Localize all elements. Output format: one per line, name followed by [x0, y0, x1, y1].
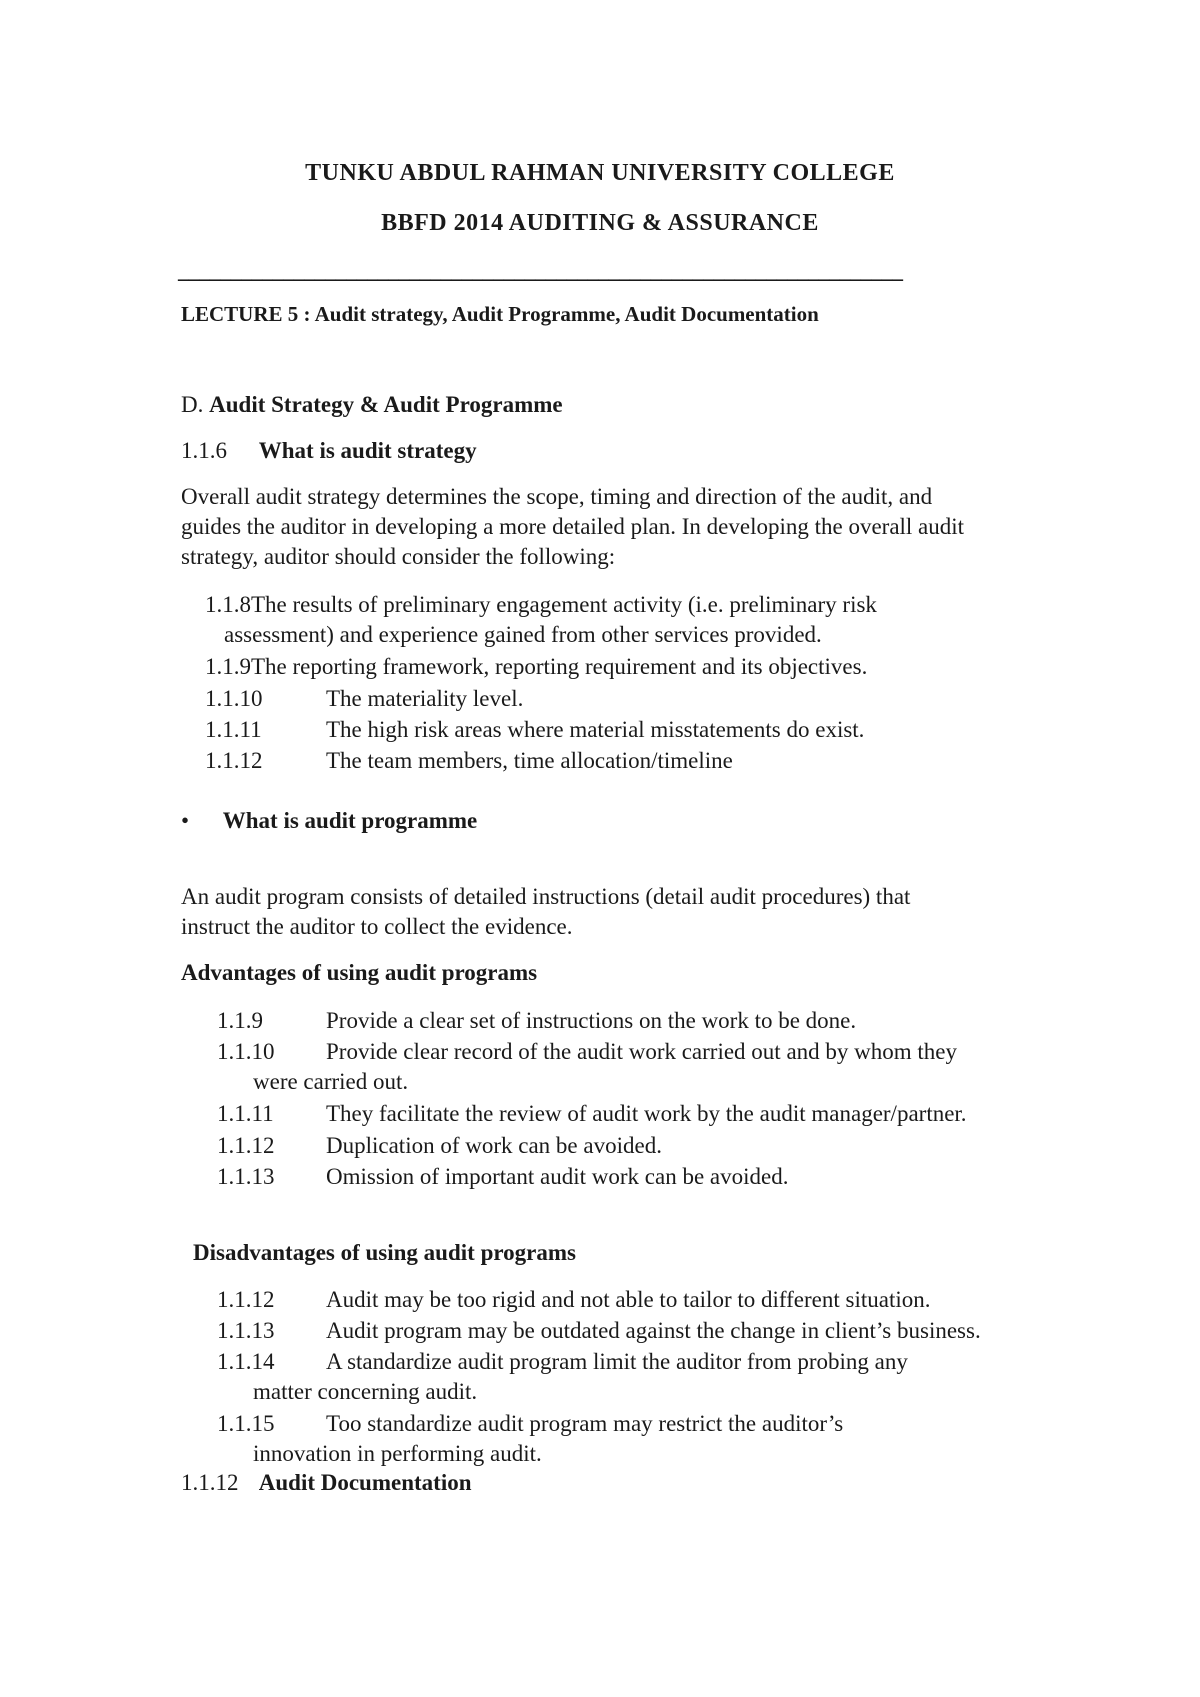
item-number: 1.1.15	[217, 1411, 275, 1436]
disadvantages-item	[217, 1411, 843, 1437]
advantages-item	[217, 1164, 788, 1190]
item-text: Duplication of work can be avoided.	[326, 1133, 662, 1158]
strategy-item	[205, 686, 523, 712]
item-number: 1.1.8	[205, 592, 251, 617]
programme-paragraph-line-1: An audit program consists of detailed instructions (detail audit procedures) that	[181, 884, 911, 909]
strategy-item	[205, 717, 864, 743]
strategy-item	[205, 748, 733, 774]
institution-title: TUNKU ABDUL RAHMAN UNIVERSITY COLLEGE	[305, 160, 895, 186]
section-d-heading	[181, 392, 563, 418]
item-text: They facilitate the review of audit work by the audit manager/partner.	[326, 1101, 967, 1126]
advantages-item	[217, 1008, 856, 1034]
disadvantages-item	[217, 1349, 908, 1375]
item-text: The reporting framework, reporting requirement and its objectives.	[251, 654, 868, 679]
section-d-prefix: D.	[181, 392, 204, 417]
strategy-paragraph-line-2: guides the auditor in developing a more detailed plan. In developing the overall audit	[181, 514, 965, 539]
disadvantages-heading: Disadvantages of using audit programs	[193, 1240, 576, 1265]
advantages-item	[217, 1039, 957, 1065]
item-number: 1.1.11	[217, 1101, 274, 1126]
advantages-heading: Advantages of using audit programs	[181, 960, 538, 985]
item-number: 1.1.12	[217, 1133, 275, 1158]
item-number: 1.1.9	[217, 1008, 263, 1033]
disadvantages-item-continuation: innovation in performing audit.	[253, 1441, 542, 1466]
strategy-title: What is audit strategy	[258, 438, 477, 463]
item-number: 1.1.11	[205, 717, 262, 742]
strategy-number: 1.1.6	[181, 438, 227, 463]
item-text: Audit may be too rigid and not able to tailor to different situation.	[326, 1287, 931, 1312]
section-d-title: Audit Strategy & Audit Programme	[209, 392, 563, 417]
disadvantages-item	[217, 1287, 930, 1313]
disadvantages-item	[217, 1318, 981, 1344]
programme-paragraph-line-2: instruct the auditor to collect the evidence.	[181, 914, 573, 939]
advantages-item	[217, 1101, 967, 1127]
item-text: Omission of important audit work can be avoided.	[326, 1164, 789, 1189]
course-title: BBFD 2014 AUDITING & ASSURANCE	[381, 210, 819, 236]
header-divider: _____________________________________________________________________	[178, 258, 903, 283]
item-text: The results of preliminary engagement activity (i.e. preliminary risk	[251, 592, 877, 617]
item-text: The team members, time allocation/timeline	[326, 748, 733, 773]
item-text: Provide a clear set of instructions on the work to be done.	[326, 1008, 857, 1033]
lecture-heading	[181, 302, 819, 327]
item-number: 1.1.10	[205, 686, 263, 711]
item-text: The high risk areas where material misstatements do exist.	[326, 717, 865, 742]
item-number: 1.1.14	[217, 1349, 275, 1374]
item-text: A standardize audit program limit the auditor from probing any	[326, 1349, 908, 1374]
programme-title: What is audit programme	[222, 808, 478, 833]
lecture-label: LECTURE 5 :	[181, 302, 311, 326]
programme-heading	[181, 808, 477, 834]
item-number: 1.1.12	[217, 1287, 275, 1312]
item-number: 1.1.12	[205, 748, 263, 773]
disadvantages-item-continuation: matter concerning audit.	[253, 1379, 478, 1404]
strategy-item-continuation: assessment) and experience gained from other services provided.	[224, 622, 822, 647]
item-text: The materiality level.	[326, 686, 524, 711]
documentation-number: 1.1.12	[181, 1470, 239, 1495]
item-number: 1.1.9	[205, 654, 251, 679]
strategy-paragraph-line-1: Overall audit strategy determines the scope, timing and direction of the audit, and	[181, 484, 933, 509]
advantages-item-continuation: were carried out.	[253, 1069, 409, 1094]
lecture-title: Audit strategy, Audit Programme, Audit Documentation	[314, 302, 819, 326]
documentation-heading	[181, 1470, 472, 1496]
documentation-title: Audit Documentation	[258, 1470, 472, 1495]
bullet-icon: •	[181, 808, 190, 833]
strategy-item	[205, 592, 877, 618]
strategy-paragraph-line-3: strategy, auditor should consider the following:	[181, 544, 616, 569]
item-text: Audit program may be outdated against the change in client’s business.	[326, 1318, 981, 1343]
advantages-item	[217, 1133, 662, 1159]
item-number: 1.1.13	[217, 1164, 275, 1189]
item-text: Provide clear record of the audit work carried out and by whom they	[326, 1039, 958, 1064]
strategy-heading	[181, 438, 477, 464]
item-number: 1.1.13	[217, 1318, 275, 1343]
item-number: 1.1.10	[217, 1039, 275, 1064]
item-text: Too standardize audit program may restrict the auditor’s	[326, 1411, 844, 1436]
strategy-item	[205, 654, 867, 680]
